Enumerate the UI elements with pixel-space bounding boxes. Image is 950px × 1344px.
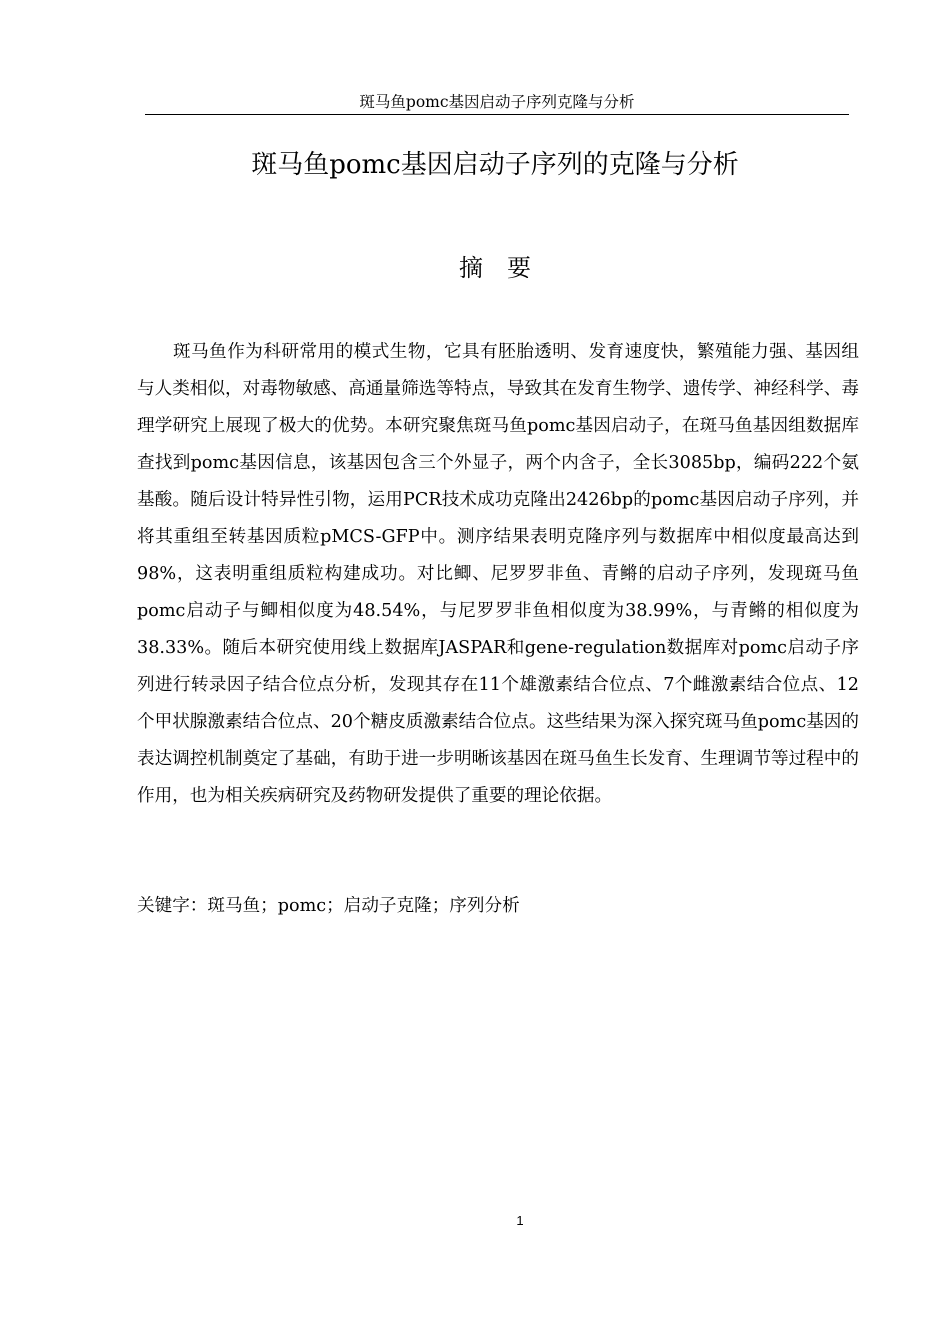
- keywords: 关键字：斑马鱼；pomc；启动子克隆；序列分析: [137, 896, 520, 916]
- abstract-body: 斑马鱼作为科研常用的模式生物，它具有胚胎透明、发育速度快，繁殖能力强、基因组与人类相似，对毒物敏感、高通量筛选等特点，导致其在发育生物学、遗传学、神经科学、毒理学研究上展现了极大的优势。本研究聚焦斑马鱼pomc基因启动子，在斑马鱼基因组数据库查找到pomc基因信息，该基因包含三个外显子，两个内含子，全长3085bp，编码222个氨基酸。随后设计特异性引物，运用PCR技术成功克隆出2426bp的pomc基因启动子序列，并将其重组至转基因质粒pMCS-GFP中。测序结果表明克隆序列与数据库中相似度最高达到98%，这表明重组质粒构建成功。对比鲫、尼罗罗非鱼、青鳉的启动子序列，发现斑马鱼pomc启动子与鲫相似度为48.54%，与尼罗罗非鱼相似度为38.99%，与青鳉的相似度为38.33%。随后本研究使用线上数据库JASPAR和gene-regulation数据库对pomc启动子序列进行转录因子结合位点分析，发现其存在11个雄激素结合位点、7个雌激素结合位点、12个甲状腺激素结合位点、20个糖皮质激素结合位点。这些结果为深入探究斑马鱼pomc基因的表达调控机制奠定了基础，有助于进一步明晰该基因在斑马鱼生长发育、生理调节等过程中的作用，也为相关疾病研究及药物研发提供了重要的理论依据。: [137, 342, 859, 806]
- page-title: 斑马鱼pomc基因启动子序列的克隆与分析: [251, 150, 739, 180]
- running-header: 斑马鱼pomc基因启动子序列克隆与分析: [359, 93, 635, 111]
- header-rule: [145, 114, 849, 115]
- abstract-heading: 摘要: [459, 254, 555, 282]
- page-number: 1: [516, 1213, 524, 1228]
